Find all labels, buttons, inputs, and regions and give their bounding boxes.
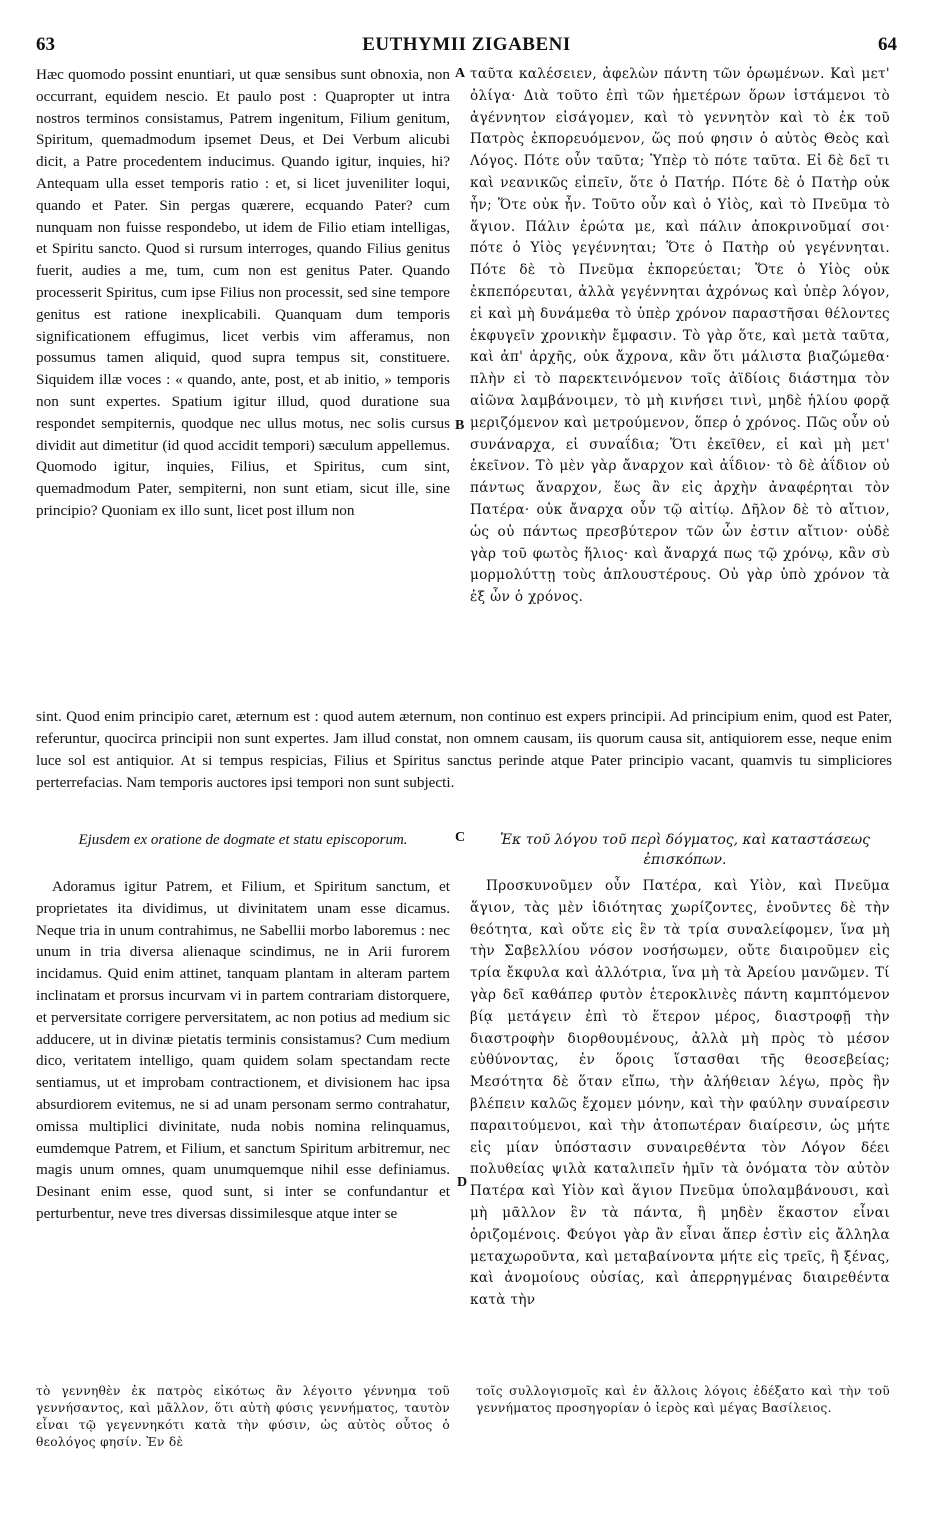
- margin-letter-d: D: [457, 1175, 468, 1190]
- section-heading-latin: Ejusdem ex oratione de dogmate et statu episcoporum.: [78, 832, 408, 848]
- latin-paragraph-top: Hæc quomodo possint enuntiari, ut quæ sensibus sunt obnoxia, non occurrant, equidem nescio. Et paulo post : Quapropter ut intra nostros terminos consistamus, Patrem ingenitum, Filium genitum, Spiritum, quemadmodum ipsemet Deus, et Dei Verbum alicubi dicit, a Patre procedentem inducimus. Quando igitur, inquies, hi? Antequam ulla esset temporis ratio : et, si licet juveniliter loqui, quando et Pater. Sin pergas quærere, ecquando Pater? cum nunquam non fuisse respondebo, ut idem de Filio etiam intelligas, et Spiritu sancto. Quod si rursum interroges, quando Filius genitus fuerit, audies a me, tum, cum non est genitus Pater. Quando processerit Spiritus, cum ipse Filius non processit, sed sine tempore genitus est ratione inexplicabili. Quanquam dum temporis significationem effugimus, licet verbis vim afferamus, non possumus tamen aliquid, quod supra tempus sit, constituere. Siquidem illæ voces : « quando, ante, post, et ab initio, » temporis non sunt expertes. Spatium igitur illud, quod duratione sua respondet sempiternis, quodque nec ullus motus, nec solis cursus dividit aut dimetitur (id quod accidit tempori) sæculum appellemus. Quomodo igitur, inquies, Filius, et Spiritus, cum sint, quemadmodum Pater, sempiterni, non sunt etiam, sicut ille, sine principio? Quoniam ex illo sunt, licet post illum non: [36, 66, 450, 519]
- margin-letter-b: B: [455, 418, 465, 433]
- page-number-left: 63: [36, 34, 55, 55]
- footnote-right-text: τοῖς συλλογισμοῖς καὶ ἐν ἄλλοις λόγοις ἐδέξατο καὶ τὴν τοῦ γεννήματος προσηγορίαν ὁ ἱερὸς καὶ μέγας Βασίλειος.: [476, 1384, 890, 1415]
- page-number-right: 64: [878, 34, 897, 55]
- full-width-paragraph: [36, 706, 892, 818]
- latin-column-top: [36, 64, 450, 692]
- footnote-right: [476, 1383, 890, 1455]
- section-heading-greek: Ἐκ τοῦ λόγου τοῦ περὶ δόγματος, καὶ καταστάσεως ἐπισκόπων.: [500, 832, 870, 868]
- page-header: [36, 34, 897, 60]
- latin-column-bottom: [36, 876, 450, 1368]
- margin-letter-c: C: [455, 830, 466, 845]
- running-title: EUTHYMII ZIGABENI: [362, 34, 571, 55]
- margin-letter-a: A: [455, 66, 466, 81]
- greek-column-top: [470, 64, 890, 692]
- greek-column-bottom: [470, 876, 890, 1368]
- greek-paragraph-top: ταῦτα καλέσειεν, ἀφελὼν πάντη τῶν ὁρωμένων. Καὶ μετ' ὀλίγα· Διὰ τοῦτο ἐπὶ τῶν ἡμετέρων ὅρων ἱστάμενοι τὸ ἀγέννητον εἰσάγομεν, καὶ τὸ γεννητὸν καὶ τὸ ἐκ τοῦ Πατρὸς ἐκπορευόμενον, ὥς πού φησιν ὁ αὐτὸς Θεὸς καὶ Λόγος. Πότε οὖν ταῦτα; Ὑπὲρ τὸ πότε ταῦτα. Εἰ δὲ δεῖ τι καὶ νεανικῶς εἰπεῖν, ὅτε ὁ Πατήρ. Πότε δὲ ὁ Πατὴρ οὐκ ἦν; Ὅτε οὐκ ἦν. Τοῦτο οὖν καὶ ὁ Υἱὸς, καὶ τὸ Πνεῦμα τὸ ἅγιον. Πάλιν ἐρώτα με, καὶ πάλιν ἀποκρινοῦμαί σοι· πότε ὁ Υἱὸς γεγέννηται; Ὅτε ὁ Πατὴρ οὐ γεγέννηται. Πότε δὲ τὸ Πνεῦμα ἐκπορεύεται; Ὅτε ὁ Υἱὸς οὐκ ἐκπεπόρευται, ἀλλὰ γεγέννηται ἀχρόνως καὶ ὑπὲρ λόγον, εἰ καὶ μὴ δυνάμεθα τὸ ὑπὲρ χρόνον παραστῆσαι θέλοντες ἐκφυγεῖν χρονικὴν ἔμφασιν. Τὸ γὰρ ὅτε, καὶ μετὰ ταῦτα, καὶ ἀπ' ἀρχῆς, οὐκ ἄχρονα, κἂν ὅτι μάλιστα βιαζώμεθα· πλὴν εἰ τὸ παρεκτεινόμενον τοῖς ἀϊδίοις διάστημα τὸν αἰῶνα λαμβάνοιμεν, τὸ μὴ κινήσει τινὶ, μηδὲ ἡλίου φορᾷ μεριζόμενον καὶ μετρούμενον, ὅπερ ὁ χρόνος. Πῶς οὖν οὐ συνάναρχα, εἰ συναΐδια; Ὅτι ἐκεῖθεν, εἰ καὶ μὴ μετ' ἐκεῖνον. Τὸ μὲν γὰρ ἄναρχον καὶ ἀΐδιον· τὸ δὲ ἀΐδιον οὐ πάντως ἄναρχον, ἕως ἂν εἰς ἀρχὴν ἀναφέρηται τὸν Πατέρα· οὐκ ἄναρχα οὖν τῷ αἰτίῳ. Δῆλον δὲ τὸ αἴτιον, ὡς οὐ πάντως πρεσβύτερον τῶν ὧν ἐστιν αἴτιον· οὐδὲ γὰρ τοῦ φωτὸς ἥλιος· καὶ ἄναρχά πως τῷ χρόνῳ, κἂν σὺ μορμολύττῃ τοὺς ἁπλουστέρους. Οὐ γὰρ ὑπὸ χρόνον τὰ ἐξ ὧν ὁ χρόνος.: [470, 66, 890, 606]
- greek-paragraph-bottom: Προσκυνοῦμεν οὖν Πατέρα, καὶ Υἱὸν, καὶ Πνεῦμα ἅγιον, τὰς μὲν ἰδιότητας χωρίζοντες, ἑνοῦντες δὲ τὴν θεότητα, καὶ οὔτε εἰς ἓν τὰ τρία συναλείφομεν, ἵνα μὴ τὴν Σαβελλίου νόσον νοσήσωμεν, οὔτε διαιροῦμεν εἰς τρία ἔκφυλα καὶ ἀλλότρια, ἵνα μὴ τὰ Ἀρείου μανῶμεν. Τί γὰρ δεῖ καθάπερ φυτὸν ἑτεροκλινὲς πάντη καμπτόμενον βίᾳ μετάγειν ἐπὶ τὸ ἕτερον μέρος, διαστροφῇ τὴν διαστροφὴν διορθουμένους, ἀλλὰ μὴ πρὸς τὸ μέσον εὐθύνοντας, ἐν ὅροις ἵστασθαι τῆς θεοσεβείας; Μεσότητα δὲ ὅταν εἴπω, τὴν ἀλήθειαν λέγω, πρὸς ἣν βλέπειν καλῶς ἔχομεν μόνην, καὶ τὴν φαύλην συναίρεσιν παραιτούμενοι, καὶ τὴν ἀτοπωτέραν διαίρεσιν, ὡς μήτε εἰς μίαν ὑπόστασιν συναιρεθέντα τὸν Λόγον δέει πολυθείας ψιλὰ καταλιπεῖν ἡμῖν τὰ ὀνόματα τὸν αὐτὸν Πατέρα καὶ Υἱὸν καὶ ἅγιον Πνεῦμα ὑπολαμβάνουσι, καὶ μὴ μᾶλλον ἓν τὰ πάντα, ἢ μηδὲν ἕκαστον εἶναι ὁριζομένοις. Φεύγοι γὰρ ἂν εἶναι ἅπερ ἐστὶν εἰς ἄλληλα μεταχωροῦντα, καὶ μεταβαίνοντα μήτε εἰς τρεῖς, ἢ ξένας, καὶ ἀνομοίους οὐσίας, καὶ ἀπερρηγμένας διαιρεθέντα κατὰ τὴν: [470, 878, 890, 1309]
- footnote-left-text: τὸ γεννηθὲν ἐκ πατρὸς εἰκότως ἂν λέγοιτο γέννημα τοῦ γεννήσαντος, καὶ μᾶλλον, ὅτι αὐτὴ φύσις γεννήματος, ταυτὸν εἶναι τῷ γεγεννηκότι κατὰ τὴν φύσιν, ὡς αὐτὸς οὗτος ὁ θεολόγος φησίν. Ἐν δὲ: [36, 1384, 450, 1449]
- footnote-left: [36, 1383, 450, 1455]
- latin-paragraph-bottom: Adoramus igitur Patrem, et Filium, et Spiritum sanctum, et proprietates ita dividimus, ut divinitatem unam esse dicamus. Neque tria in unum contrahimus, ne Sabellii morbo laboremus : nec unum in tria diversa alienaque scindimus, ne in Arii furorem incidamus. Quid enim attinet, tanquam plantam in alteram partem inclinatam et prorsus incurvam vi in partem contrariam distorquere, et perversitate corrigere perversitatem, ac non potius ad medium sic adducere, ut in divinæ pietatis terminis consistamus? Cum medium dico, veritatem intelligo, quam quidem solam spectandam recte sentiamus, ut et improbam contractionem, et divisionem hac ipsa absurdiorem evitemus, ne si ad unam personam sermo contrahatur, omissa multiplici divinitate, nuda nobis nomina relinquamus, eumdemque Patrem, et Filium, et sanctum Spiritum arbitremur, nec magis unum omnes, quam unumquemque nihil esse definiamus. Desinant enim esse, quod sunt, si inter se confundantur et perturbentur, neve tres diversas dissimilesque atque inter se: [36, 878, 450, 1222]
- full-width-text: sint. Quod enim principio caret, æternum est : quod autem æternum, non continuo est expers principii. Ad principium enim, quod est Pater, referuntur, quocirca principii non sunt expertes. Jam illud constat, non omnem causam, iis quorum causa sit, antiquiorem esse, neque enim luce sol est antiquior. At si tempus respicias, Filius et Spiritus sanctus perinde atque Pater principio vacant, quamvis tu simpliciores perterrefacias. Nam temporis auctores ipsi tempori non sunt subjecti.: [36, 708, 892, 791]
